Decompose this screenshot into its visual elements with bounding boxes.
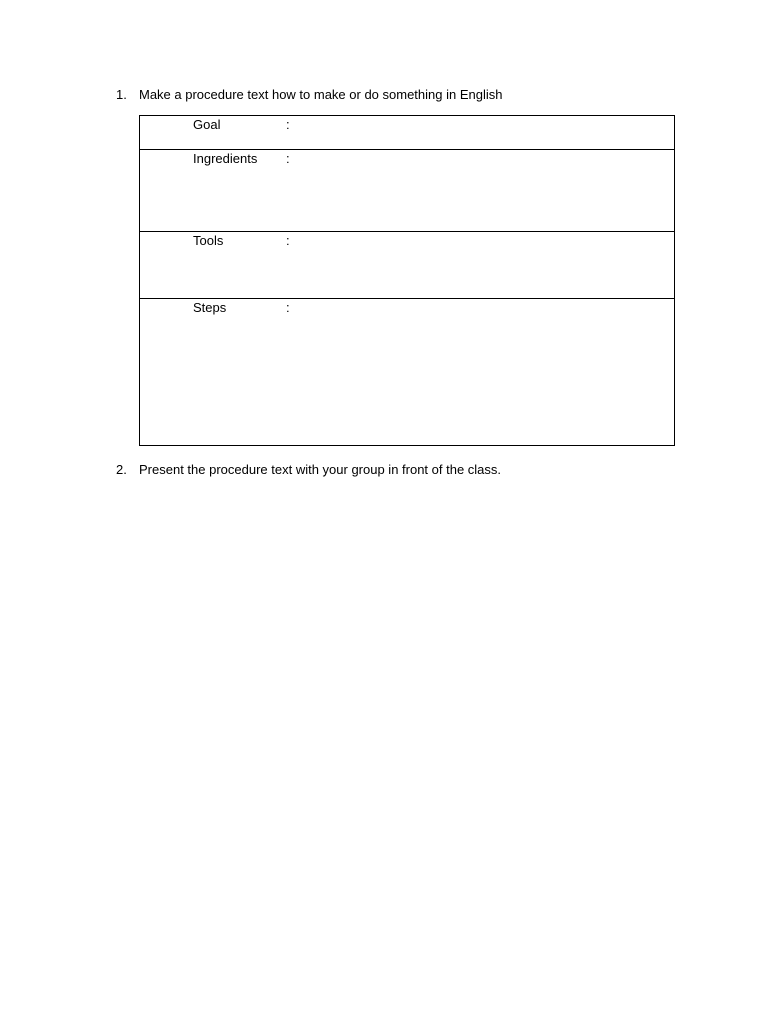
goal-colon: : bbox=[286, 117, 290, 132]
instruction-text: Make a procedure text how to make or do something in English bbox=[139, 87, 503, 102]
instruction-number: 2. bbox=[116, 462, 127, 477]
tools-colon: : bbox=[286, 233, 290, 248]
form-row-ingredients bbox=[140, 150, 674, 232]
instruction-number: 1. bbox=[116, 87, 127, 102]
ingredients-answer-field[interactable] bbox=[300, 150, 666, 227]
form-row-tools bbox=[140, 232, 674, 299]
goal-label: Goal bbox=[193, 117, 221, 132]
form-row-steps bbox=[140, 299, 674, 445]
goal-answer-field[interactable] bbox=[300, 116, 666, 145]
form-row-goal bbox=[140, 116, 674, 150]
steps-answer-field[interactable] bbox=[300, 299, 666, 441]
tools-answer-field[interactable] bbox=[300, 232, 666, 294]
procedure-form-table bbox=[139, 115, 675, 446]
instruction-text: Present the procedure text with your group in front of the class. bbox=[139, 462, 502, 477]
ingredients-colon: : bbox=[286, 151, 290, 166]
tools-label: Tools bbox=[193, 233, 224, 248]
ingredients-label: Ingredients bbox=[193, 151, 258, 166]
steps-label: Steps bbox=[193, 300, 227, 315]
steps-colon: : bbox=[286, 300, 290, 315]
